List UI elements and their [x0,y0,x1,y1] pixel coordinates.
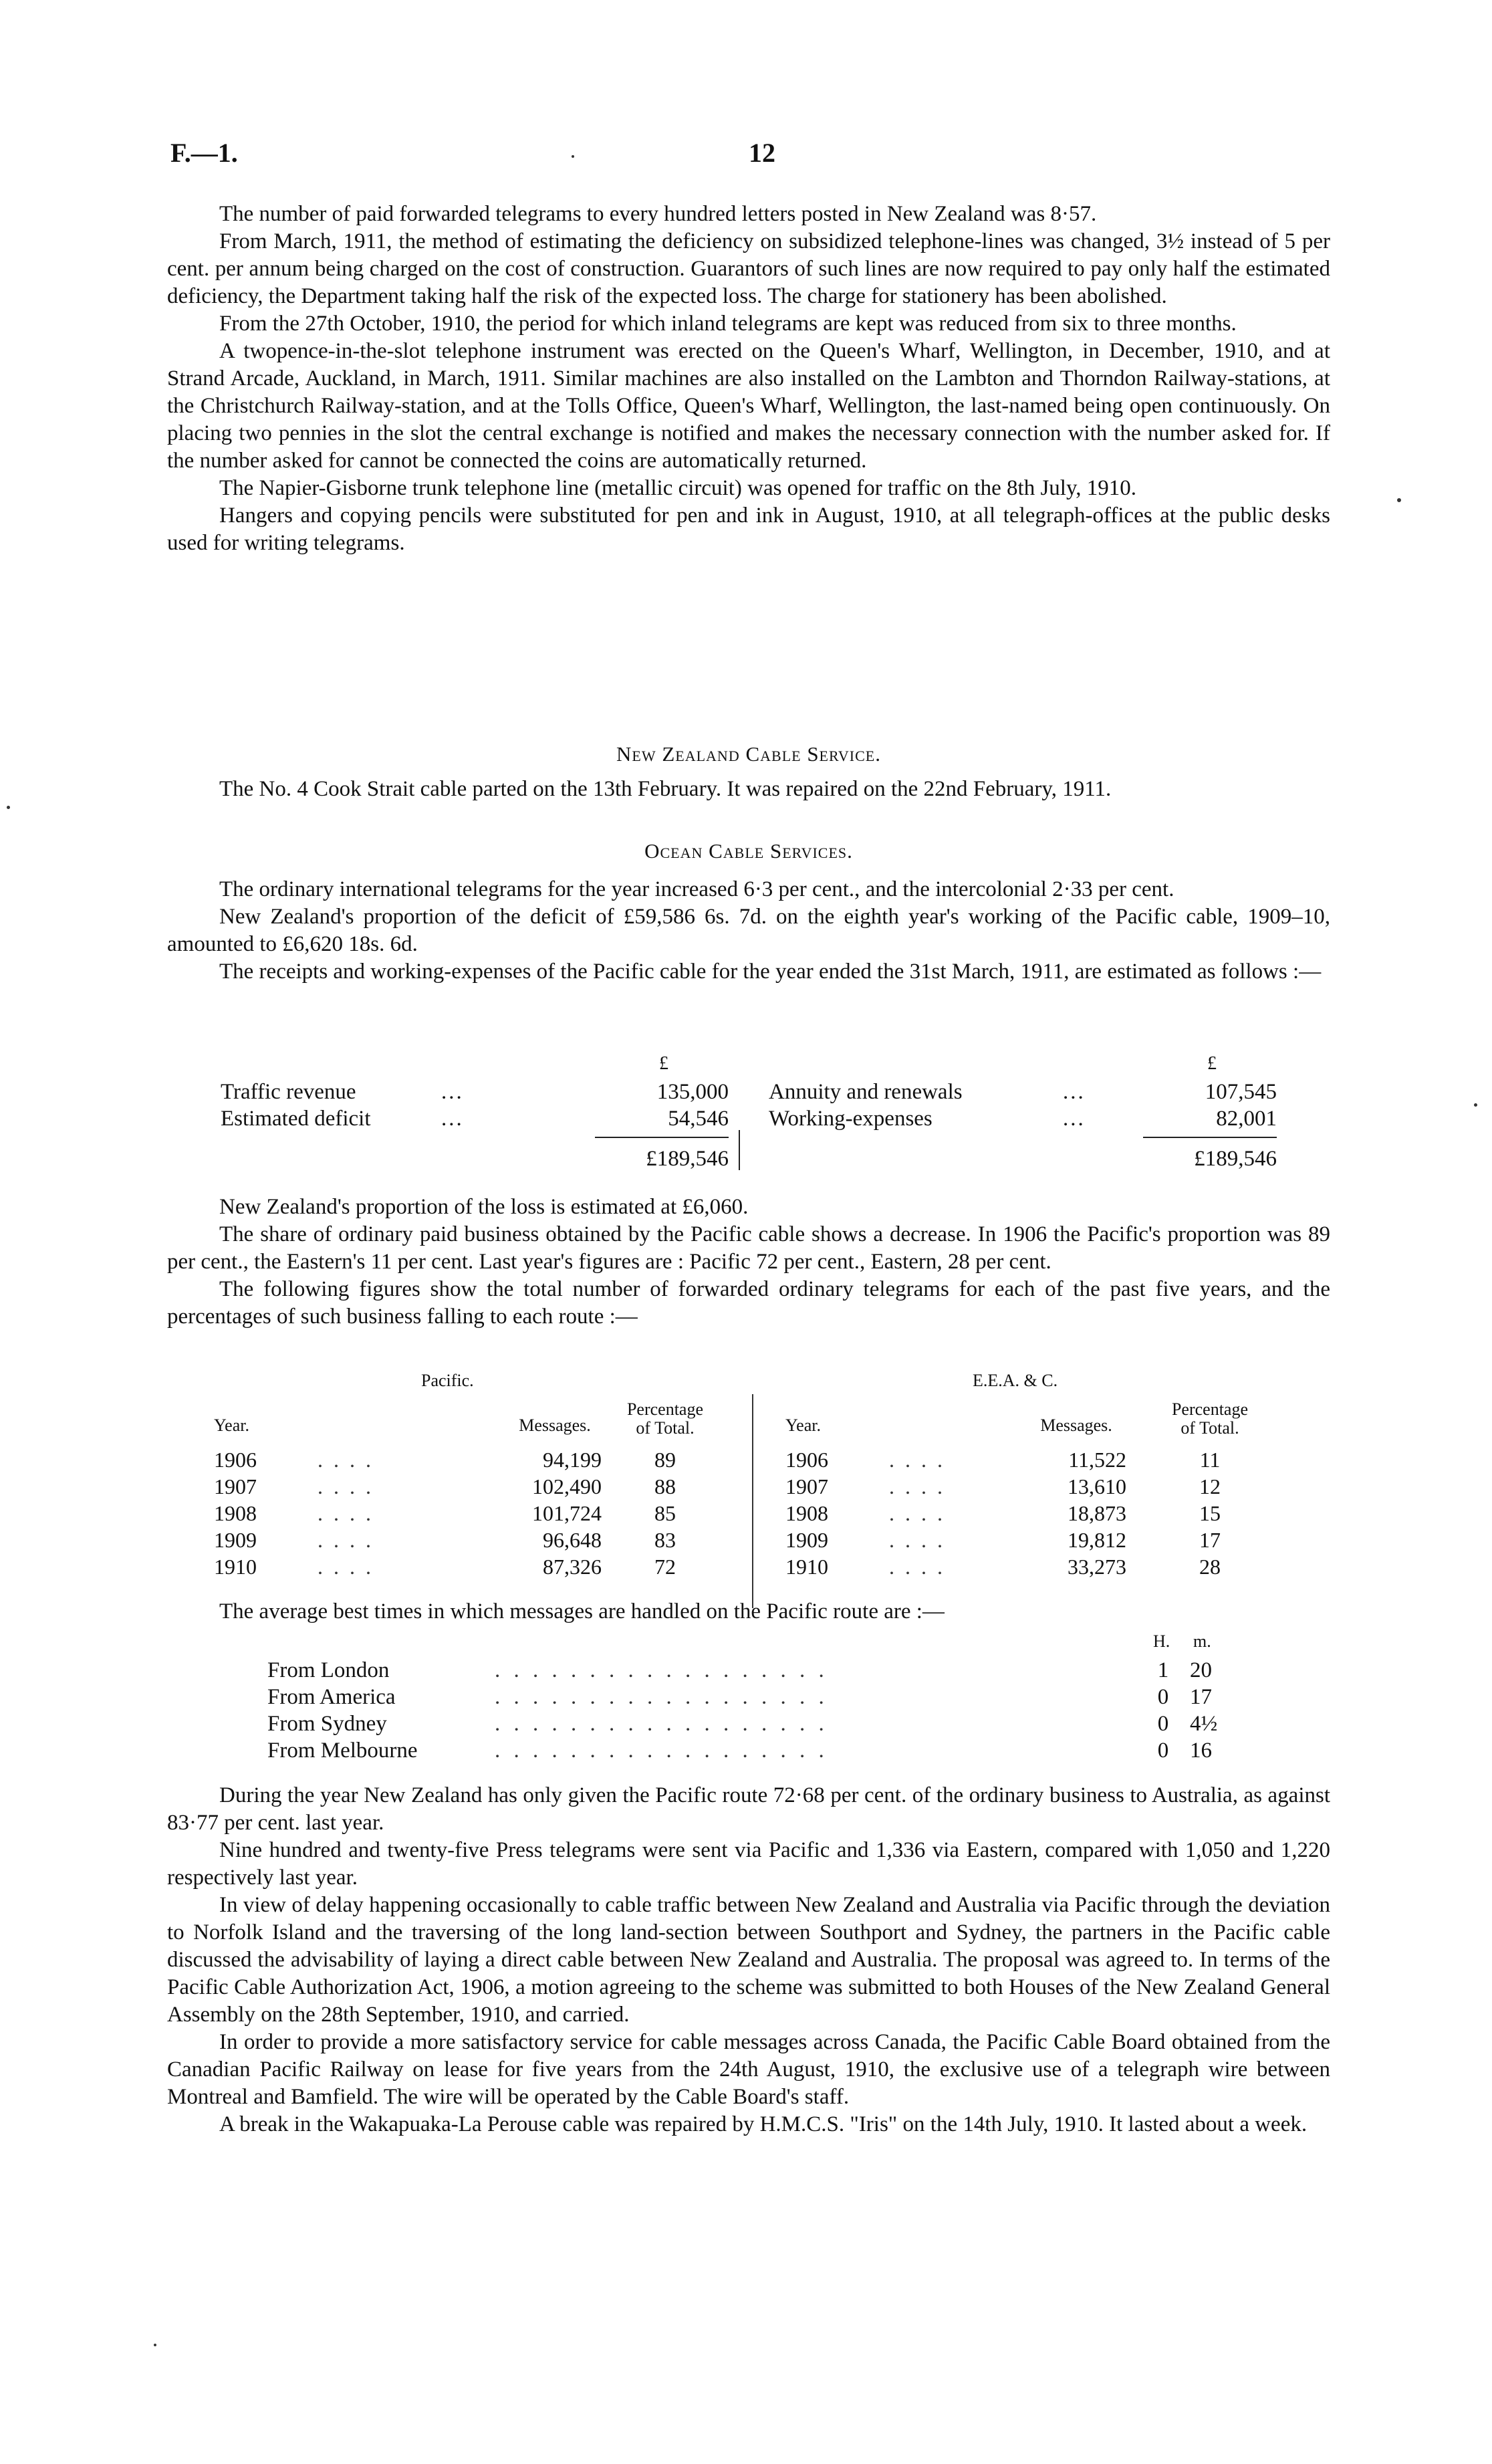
paragraph: In view of delay happening occasionally to cable traffic between New Zealand and Australia via Pacific through the deviation to Norfolk Island and the traversing of the long land-section between Southport and Sydney, the partners in the Pacific cable discussed the advisability of laying a direct cable between New Zealand and Australia. The proposal was agreed to. In terms of the Pacific Cable Authorization Act, 1906, a motion agreeing to the scheme was submitted to both Houses of the New Zealand General Assembly on the 28th September, 1910, and carried. [167,1893,1330,2027]
year-cell: 1908 [785,1501,828,1525]
minutes-cell: 16 [1190,1739,1212,1763]
intro-section [167,201,1330,557]
messages-cell: 102,490 [532,1474,602,1498]
minutes-cell: 4½ [1190,1712,1218,1736]
hours-cell: 0 [1157,1712,1169,1736]
year-cell: 1909 [785,1528,828,1552]
percentage-cell: 83 [654,1528,676,1552]
best-times-table [267,1632,1270,1765]
percentage-cell: 85 [654,1501,676,1525]
minutes-cell: 20 [1190,1658,1212,1682]
table-row [267,1712,1270,1739]
year-cell: 1906 [214,1448,257,1472]
paragraph: A twopence-in-the-slot telephone instrument was erected on the Queen's Wharf, Wellington, in December, 1910, and at Strand Arcade, Auckland, in March, 1911. Similar machines are also installed on the Lambton and Thorndon Railway-stations, at the Christchurch Railway-station, and at the Tolls Office, Queen's Wharf, Wellington, the last-named being open continuously. On placing two pennies in the slot the central exchange is notified and makes the necessary connection with the number asked for. If the number asked for cannot be connected the coins are automatically returned. [167,339,1330,473]
percentage-cell: 17 [1199,1528,1221,1552]
percentage-cell: 89 [654,1448,676,1472]
origin-cell: From London [267,1658,390,1682]
origin-cell: From America [267,1685,396,1709]
currency-header: £ [659,1053,668,1074]
leader-dots: . . . . . . . . . . . . . . . . . . [495,1658,828,1682]
account-amount: 82,001 [1216,1107,1277,1131]
leader-dots: . . . . [889,1448,945,1472]
account-total: £189,546 [1194,1147,1277,1171]
table-row [214,1448,749,1474]
paragraph: The receipts and working-expenses of the Pacific cable for the year ended the 31st March, 1911, are estimated as follows :— [219,960,1322,984]
account-label: Estimated deficit [221,1107,371,1131]
account-row [769,1080,1277,1107]
table-row [267,1739,1270,1765]
table-row [214,1555,749,1581]
times-intro [167,1598,1330,1626]
leader-dots: ... [441,1107,464,1131]
leader-dots: . . . . [889,1555,945,1579]
year-cell: 1910 [785,1555,828,1579]
paragraph: New Zealand's proportion of the deficit of £59,586 6s. 7d. on the eighth year's working of the Pacific cable, 1909–10, amounted to £6,620 18s. 6d. [167,905,1330,956]
leader-dots: . . . . [889,1528,945,1552]
leader-dots: . . . . [318,1474,374,1498]
messages-cell: 101,724 [532,1501,602,1525]
minutes-cell: 17 [1190,1685,1212,1709]
leader-dots: . . . . [318,1555,374,1579]
section-heading: Ocean Cable Services. [644,839,853,863]
messages-cell: 94,199 [543,1448,602,1472]
column-header: Year. [214,1416,249,1435]
paragraph: From the 27th October, 1910, the period for which inland telegrams are kept was reduced from six to three months. [219,312,1237,336]
paragraph: The following figures show the total number of forwarded ordinary telegrams for each of the past five years, and the percentages of such business falling to each route :— [167,1277,1330,1329]
table-divider [752,1394,753,1608]
paragraph: During the year New Zealand has only given the Pacific route 72·68 per cent. of the ordinary business to Australia, as against 83·77 per cent. last year. [167,1783,1330,1835]
origin-cell: From Melbourne [267,1739,418,1763]
column-header: Year. [785,1416,821,1435]
percentage-cell: 88 [654,1474,676,1498]
scan-speck [7,806,10,809]
year-cell: 1910 [214,1555,257,1579]
scan-speck [1474,1103,1477,1107]
table-row [267,1658,1270,1685]
percentage-cell: 11 [1199,1448,1221,1472]
scan-speck [154,2344,156,2346]
account-total-row [221,1147,729,1173]
paragraph: From March, 1911, the method of estimating the deficiency on subsidized telephone-lines was changed, 3½ instead of 5 per cent. per annum being charged on the cost of construction. Guarantors of such lines are now required to pay only half the estimated deficiency, the Department taking half the risk of the expected loss. The charge for stationery has been abolished. [167,229,1330,308]
paragraph: A break in the Wakapuaka-La Perouse cable was repaired by H.M.C.S. "Iris" on the 14th July, 1910. It lasted about a week. [219,2112,1308,2136]
closing-section [167,1782,1330,2138]
paragraph: The share of ordinary paid business obtained by the Pacific cable shows a decrease. In 1906 the Pacific's proportion was 89 per cent., the Eastern's 11 per cent. Last year's figures are : Pacific 72 per cent., Eastern, 28 per cent. [167,1222,1330,1274]
column-header: Percentage of Total. [1171,1399,1249,1438]
account-label: Annuity and renewals [769,1080,963,1104]
table-row [785,1501,1320,1528]
scan-speck [572,155,574,158]
ocean-cable-section [167,876,1330,986]
table-row [785,1448,1320,1474]
column-header: Percentage of Total. [626,1399,704,1438]
table-row [785,1474,1320,1501]
paragraph: The average best times in which messages are handled on the Pacific route are :— [219,1599,945,1623]
account-amount: 135,000 [656,1080,729,1104]
leader-dots: ... [1063,1107,1086,1131]
table-group-heading: Pacific. [421,1371,474,1390]
paragraph: The Napier-Gisborne trunk telephone line (metallic circuit) was opened for traffic on the 8th July, 1910. [219,476,1137,500]
account-row [221,1080,729,1107]
column-header: H. [1153,1632,1170,1651]
paragraph: Hangers and copying pencils were substituted for pen and ink in August, 1910, at all telegraph-offices at the public desks used for writing telegrams. [167,503,1330,555]
table-group-heading: E.E.A. & C. [973,1371,1058,1390]
table-row [785,1555,1320,1581]
messages-cell: 33,273 [1068,1555,1126,1579]
table-row [785,1528,1320,1555]
messages-cell: 11,522 [1068,1448,1126,1472]
paragraph: The No. 4 Cook Strait cable parted on the 13th February. It was repaired on the 22nd February, 1911. [219,777,1112,801]
paragraph: New Zealand's proportion of the loss is estimated at £6,060. [219,1195,749,1219]
leader-dots: . . . . . . . . . . . . . . . . . . [495,1739,828,1763]
year-cell: 1906 [785,1448,828,1472]
leader-dots: . . . . [318,1528,374,1552]
column-header: m. [1193,1632,1211,1651]
leader-dots: ... [441,1080,464,1104]
percentage-cell: 15 [1199,1501,1221,1525]
paragraph: The ordinary international telegrams for the year increased 6·3 per cent., and the intercolonial 2·33 per cent. [219,877,1174,901]
year-cell: 1907 [214,1474,257,1498]
eastern-table [785,1371,1320,1585]
account-label: Working-expenses [769,1107,932,1131]
year-cell: 1909 [214,1528,257,1552]
paragraph: In order to provide a more satisfactory service for cable messages across Canada, the Pacific Cable Board obtained from the Canadian Pacific Railway on lease for five years from the 24th August, 1910, the exclusive use of a telegraph wire between Montreal and Bamfield. The wire will be operated by the Cable Board's staff. [167,2030,1330,2109]
table-row [214,1474,749,1501]
account-total: £189,546 [646,1147,729,1171]
leader-dots: . . . . [318,1448,374,1472]
hours-cell: 1 [1157,1658,1169,1682]
total-rule [595,1137,729,1138]
telegram-traffic-table [214,1371,1283,1585]
after-accounts-section [167,1194,1330,1331]
messages-cell: 19,812 [1068,1528,1126,1552]
column-divider [739,1130,740,1170]
currency-header: £ [1207,1053,1217,1074]
pacific-cable-accounts [221,1053,1277,1187]
percentage-cell: 12 [1199,1474,1221,1498]
table-row [267,1685,1270,1712]
scan-speck [1397,498,1401,502]
account-total-row [769,1147,1277,1173]
leader-dots: . . . . . . . . . . . . . . . . . . [495,1685,828,1709]
year-cell: 1907 [785,1474,828,1498]
paragraph: Nine hundred and twenty-five Press telegrams were sent via Pacific and 1,336 via Eastern, compared with 1,050 and 1,220 respectively last year. [167,1838,1330,1890]
leader-dots: . . . . [889,1501,945,1525]
table-row [214,1528,749,1555]
messages-cell: 18,873 [1068,1501,1126,1525]
leader-dots: . . . . [318,1501,374,1525]
account-label: Traffic revenue [221,1080,356,1104]
hours-cell: 0 [1157,1685,1169,1709]
report-reference: F.—1. [170,138,238,168]
leader-dots: . . . . [889,1474,945,1498]
account-row [221,1107,729,1133]
page-number: 12 [749,138,775,168]
messages-cell: 13,610 [1068,1474,1126,1498]
nz-cable-section [167,776,1330,803]
column-header: Messages. [1040,1416,1112,1435]
hours-cell: 0 [1157,1739,1169,1763]
page-header [170,137,1334,177]
messages-cell: 96,648 [543,1528,602,1552]
percentage-cell: 28 [1199,1555,1221,1579]
account-row [769,1107,1277,1133]
total-rule [1143,1137,1277,1138]
column-header: Messages. [519,1416,591,1435]
year-cell: 1908 [214,1501,257,1525]
percentage-cell: 72 [654,1555,676,1579]
leader-dots: . . . . . . . . . . . . . . . . . . [495,1712,828,1736]
messages-cell: 87,326 [543,1555,602,1579]
table-row [214,1501,749,1528]
account-amount: 107,545 [1205,1080,1277,1104]
section-heading: New Zealand Cable Service. [616,742,881,766]
receipts-column [221,1053,729,1187]
account-amount: 54,546 [668,1107,729,1131]
paragraph: The number of paid forwarded telegrams to every hundred letters posted in New Zealand was 8·57. [219,202,1097,226]
leader-dots: ... [1063,1080,1086,1104]
expenses-column [769,1053,1277,1187]
pacific-table [214,1371,749,1585]
origin-cell: From Sydney [267,1712,387,1736]
